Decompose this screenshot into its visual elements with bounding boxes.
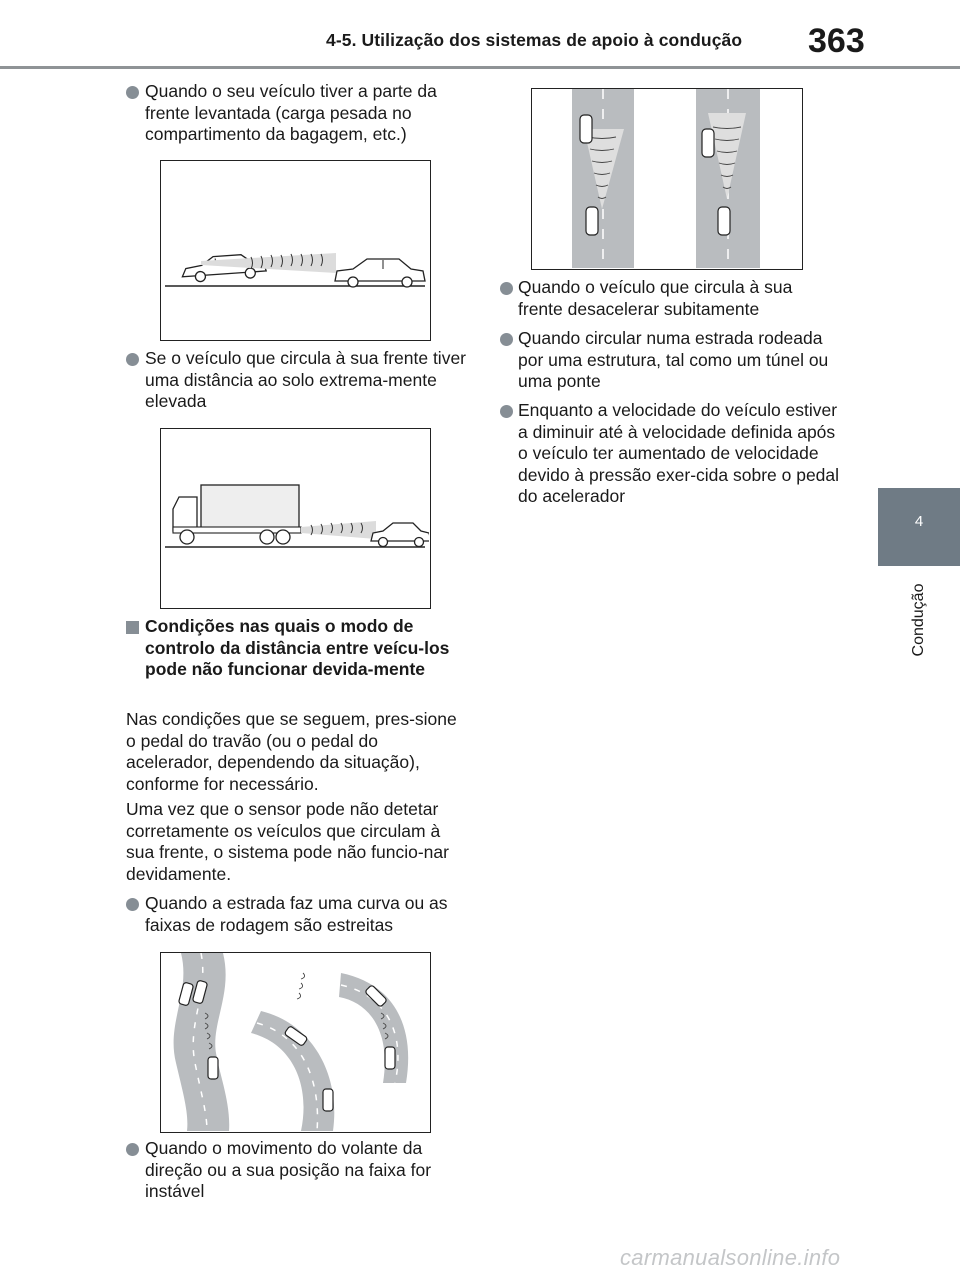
deceleration-illustration (532, 89, 801, 268)
figure-sudden-deceleration (531, 88, 803, 270)
subheading-conditions: Condições nas quais o modo de controlo da distância entre veícu-los pode não funcionar devida-mente (145, 616, 450, 680)
bullet-dot-icon (500, 282, 513, 295)
chapter-label-wrap (878, 560, 960, 680)
watermark: carmanualsonline.info (620, 1245, 841, 1270)
figure-curved-roads (160, 952, 431, 1133)
bullet-dot-icon (126, 353, 139, 366)
bullet-dot-icon (500, 405, 513, 418)
raised-front-illustration (161, 161, 429, 339)
figure-raised-front (160, 160, 431, 341)
figure-high-clearance-truck (160, 428, 431, 609)
paragraph-sensor-detect: Uma vez que o sensor pode não detetar corretamente os veículos que circulam à sua frente, o sistema pode não funcio-nar devidamente. (126, 799, 449, 884)
bullet-text-ground-clearance: Se o veículo que circula à sua frente tiver uma distância ao solo extrema-mente elevada (145, 348, 467, 412)
section-title: 4-5. Utilização dos sistemas de apoio à condução (326, 30, 743, 50)
curved-roads-illustration (161, 953, 429, 1131)
bullet-dot-icon (126, 1143, 139, 1156)
bullet-text-curved-road: Quando a estrada faz uma curva ou as faixas de rodagem são estreitas (145, 893, 448, 935)
bullet-text-tunnel-bridge: Quando circular numa estrada rodeada por uma estrutura, tal como um túnel ou uma ponte (518, 328, 829, 392)
bullet-dot-icon (126, 86, 139, 99)
paragraph-press-pedal: Nas condições que se seguem, pres-sione o pedal do travão (ou o pedal do acelerador, dependendo da situação), conforme for necessário. (126, 709, 457, 794)
chapter-number: 4 (914, 513, 924, 530)
square-bullet-icon (126, 621, 139, 634)
bullet-text-unstable-steering: Quando o movimento do volante da direção ou a sua posição na faixa for instável (145, 1138, 432, 1202)
truck-illustration (161, 429, 429, 607)
page-number: 363 (808, 22, 865, 60)
chapter-label: Condução (910, 583, 927, 657)
bullet-text-sudden-deceleration: Quando o veículo que circula à sua frente desacelerar subitamente (518, 277, 793, 319)
bullet-text-raised-front: Quando o seu veículo tiver a parte da frente levantada (carga pesada no compartimento da bagagem, etc.) (145, 81, 437, 145)
bullet-text-speed-decreasing: Enquanto a velocidade do veículo estiver a diminuir até à velocidade definida após o veículo ter aumentado de velocidade devido à pressão exer-cida sobre o pedal do acelerador (518, 400, 840, 507)
header-divider (0, 66, 960, 69)
bullet-dot-icon (500, 333, 513, 346)
bullet-dot-icon (126, 898, 139, 911)
